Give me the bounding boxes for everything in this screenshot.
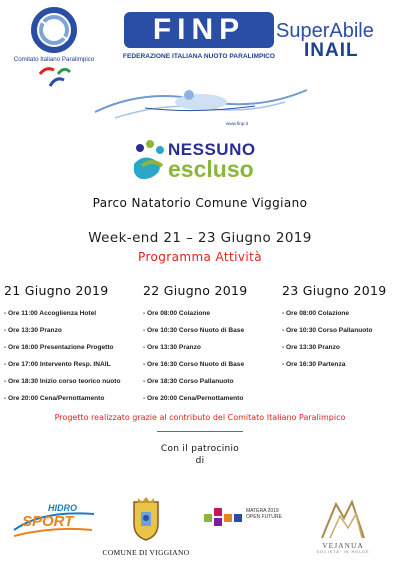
day-title: 21 Giugno 2019 bbox=[4, 283, 109, 298]
cip-label: Comitato Italiano Paralimpico bbox=[13, 56, 95, 63]
venue-title: Parco Natatorio Comune Viggiano bbox=[92, 196, 308, 210]
schedule-item: - Ore 20:00 Cena/Pernottamento bbox=[143, 395, 244, 412]
schedule-item: - Ore 08:00 Colazione bbox=[143, 310, 244, 327]
patrocinio-line: Con il patrocinio bbox=[160, 444, 240, 454]
schedule-item: - Ore 16:30 Corso Nuoto di Base bbox=[143, 361, 244, 378]
schedule-item: - Ore 10:30 Corso Pallanuoto bbox=[282, 327, 373, 344]
patrocinio-line: di bbox=[195, 456, 205, 466]
schedule-item: - Ore 17:00 Intervento Resp. INAIL bbox=[4, 361, 121, 378]
schedule-item: - Ore 13:30 Pranzo bbox=[143, 344, 244, 361]
schedule-item: - Ore 13:30 Pranzo bbox=[4, 327, 121, 344]
vejanua-label: VEJANUA bbox=[322, 541, 364, 550]
matera-line: OPEN FUTURE bbox=[246, 514, 282, 520]
hidro-text: HIDRO bbox=[48, 503, 77, 513]
day-schedule bbox=[4, 310, 121, 412]
vejanua-mountain-icon bbox=[318, 496, 368, 540]
swimmer-icon bbox=[85, 78, 315, 130]
schedule-item: - Ore 20:00 Cena/Pernottamento bbox=[4, 395, 121, 412]
project-note: Progetto realizzato grazie al contributo del Comitato Italiano Paralimpico bbox=[54, 413, 346, 422]
inail-logo-text: INAIL bbox=[304, 40, 359, 61]
escluso-word: escluso bbox=[168, 156, 254, 182]
day-schedule bbox=[143, 310, 244, 412]
schedule-item: - Ore 11:00 Accoglienza Hotel bbox=[4, 310, 121, 327]
viggiano-crest-icon bbox=[128, 494, 164, 542]
schedule-item: - Ore 13:30 Pranzo bbox=[282, 344, 373, 361]
superabile-logo-text: SuperAbile bbox=[276, 20, 374, 42]
divider bbox=[157, 431, 243, 432]
finp-url: www.finp.it bbox=[226, 121, 248, 126]
weekend-dates: Week-end 21 – 23 Giugno 2019 bbox=[88, 230, 312, 246]
day-schedule bbox=[282, 310, 373, 378]
day-title: 23 Giugno 2019 bbox=[282, 283, 387, 298]
schedule-item: - Ore 16:30 Partenza bbox=[282, 361, 373, 378]
finp-subtitle: FEDERAZIONE ITALIANA NUOTO PARALIMPICO bbox=[122, 53, 276, 60]
schedule-item: - Ore 16:00 Presentazione Progetto bbox=[4, 344, 121, 361]
day-title: 22 Giugno 2019 bbox=[143, 283, 248, 298]
matera-blocks-icon bbox=[204, 508, 244, 528]
finp-logo: FINP bbox=[124, 12, 274, 48]
schedule-item: - Ore 08:00 Colazione bbox=[282, 310, 373, 327]
comune-label: COMUNE DI VIGGIANO bbox=[102, 548, 190, 557]
schedule-item: - Ore 18:30 Corso Pallanuoto bbox=[143, 378, 244, 395]
matera-label bbox=[246, 508, 282, 520]
nessuno-word: NESSUNO bbox=[168, 140, 256, 159]
patrocinio-text bbox=[0, 443, 400, 467]
schedule-item: - Ore 10:30 Corso Nuoto di Base bbox=[143, 327, 244, 344]
schedule-item: - Ore 18:30 Inizio corso teorico nuoto bbox=[4, 378, 121, 395]
vejanua-sublabel: SOCIETA' IN HOLDE bbox=[316, 550, 370, 554]
matera-line: MATERA 2019 bbox=[246, 508, 279, 514]
program-heading: Programma Attività bbox=[138, 250, 262, 264]
sport-text: SPORT bbox=[22, 513, 74, 530]
